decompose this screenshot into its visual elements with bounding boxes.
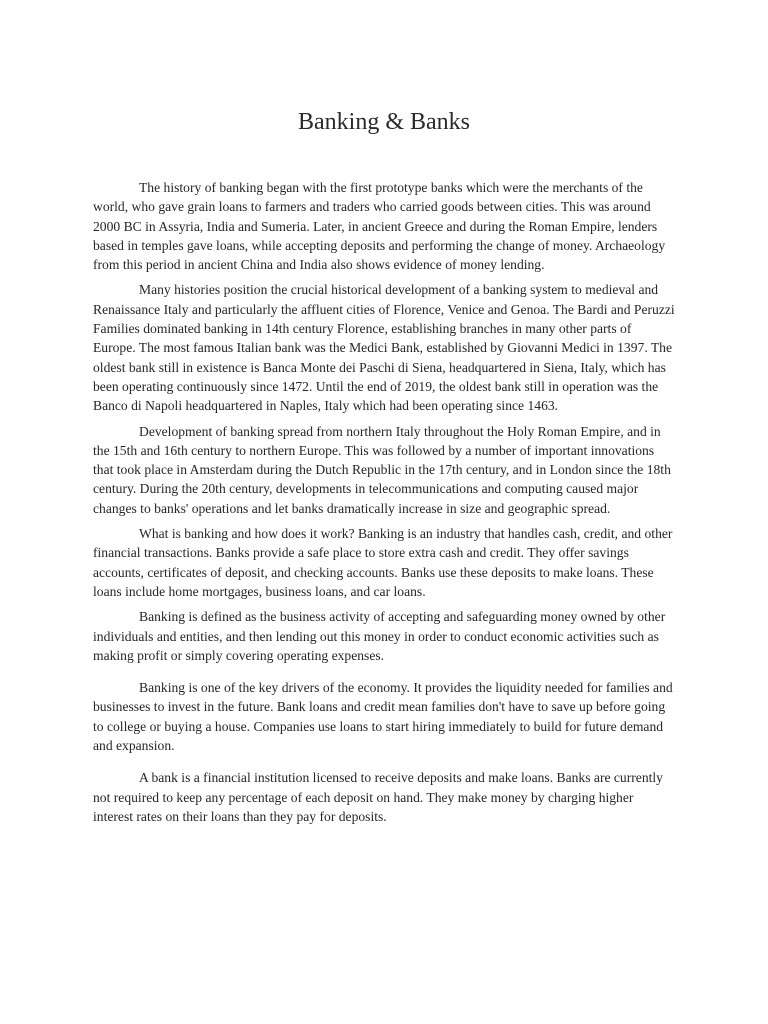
paragraph-italian-banking: Many histories position the crucial historical development of a banking system to medieval and Renaissance Italy and particularly the affluent cities of Florence, Venice and Genoa. The Bardi and Peruzzi Families dominated banking in 14th century Florence, establishing branches in many other parts of Europe. The most famous Italian bank was the Medici Bank, established by Giovanni Medici in 1397. The oldest bank still in existence is Banca Monte dei Paschi di Siena, headquartered in Siena, Italy, which has been operating continuously since 1472. Until the end of 2019, the oldest bank still in operation was the Banco di Napoli headquartered in Naples, Italy which had been operating since 1463. xyxy=(93,282,675,414)
paragraph-bank-definition: A bank is a financial institution licensed to receive deposits and make loans. Banks are currently not required to keep any percentage of each deposit on hand. They make money by charging higher interest rates on their loans than they pay for deposits. xyxy=(93,770,663,824)
document-title: Banking & Banks xyxy=(298,109,470,135)
paragraph-what-is-banking: What is banking and how does it work? Banking is an industry that handles cash, credit, and other financial transactions. Banks provide a safe place to store extra cash and credit. They offer savings accounts, certificates of deposit, and checking accounts. Banks use these deposits to make loans. These loans include home mortgages, business loans, and car loans. xyxy=(93,526,673,599)
paragraph-banking-definition: Banking is defined as the business activity of accepting and safeguarding money owned by other individuals and entities, and then lending out this money in order to conduct economic activities such as making profit or simply covering operating expenses. xyxy=(93,609,666,663)
paragraph-banking-spread: Development of banking spread from northern Italy throughout the Holy Roman Empire, and in the 15th and 16th century to northern Europe. This was followed by a number of important innovations that took place in Amsterdam during the Dutch Republic in the 17th century, and in London since the 18th century. During the 20th century, developments in telecommunications and computing caused major changes to banks' operations and let banks dramatically increase in size and geographic spread. xyxy=(93,423,671,516)
paragraph-history-origins: The history of banking began with the first prototype banks which were the merchants of the world, who gave grain loans to farmers and traders who carried goods between cities. This was around 2000 BC in Assyria, India and Sumeria. Later, in ancient Greece and during the Roman Empire, lenders based in temples gave loans, while accepting deposits and performing the change of money. Archaeology from this period in ancient China and India also shows evidence of money lending. xyxy=(93,180,666,273)
document-body xyxy=(93,178,676,826)
paragraph-economy-drivers: Banking is one of the key drivers of the economy. It provides the liquidity needed for families and businesses to invest in the future. Bank loans and credit mean families don't have to save up before going to college or buying a house. Companies use loans to start hiring immediately to build for future demand and expansion. xyxy=(93,680,673,754)
